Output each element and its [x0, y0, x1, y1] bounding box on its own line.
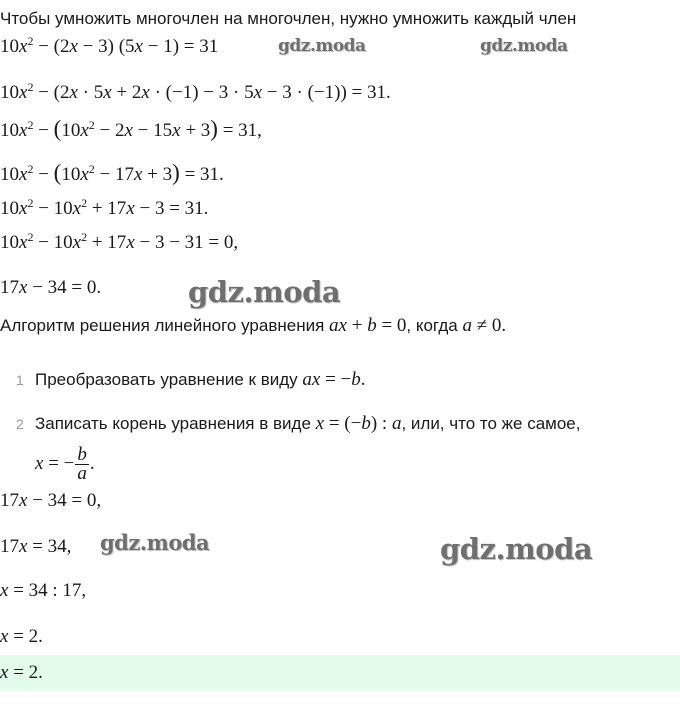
final-answer: x = 2. [0, 662, 43, 683]
watermark-2: gdz.moda [480, 36, 568, 56]
step-1 [35, 369, 366, 391]
algorithm-condition: a ≠ 0. [462, 315, 507, 336]
step-number-1: 1 [16, 372, 24, 388]
equation-step-1: $10x^2 - (2x \cdot 5x + 2x \cdot (-1) - 3 \cdot 5x - 3 \cdot (-1)) = 31$. [0, 80, 391, 103]
algorithm-title: Алгоритм решения линейного уравнения [0, 316, 325, 335]
equation-step-3: $10x^2 - (10x^2 - 17x + 3) = 31$. [0, 160, 224, 185]
solution-step-1: 17x − 34 = 0, [0, 490, 102, 511]
step-number-2: 2 [16, 416, 24, 432]
step-2-text: Записать корень уравнения в виде [35, 414, 311, 433]
step-2-fraction-formula: x = − $\frac{b}{a}$ . [35, 444, 95, 484]
watermark-3: gdz.moda [188, 275, 341, 309]
answer-highlight [0, 655, 680, 691]
equation-step-2: $10x^2 - (10x^2 - 2x - 15x + 3) = 31$, [0, 116, 262, 141]
equation-step-6: 17x − 34 = 0. [0, 277, 102, 298]
solution-step-3: x = 34 : 17, [0, 580, 87, 601]
equation-step-4: $10x^2 - 10x^2 + 17x - 3 = 31$. [0, 196, 209, 219]
step-2-formula: x = (−b) : a [315, 413, 402, 434]
algorithm-when: , когда [406, 316, 458, 335]
step-1-formula: ax = −b. [302, 369, 366, 390]
solution-step-4: x = 2. [0, 626, 43, 647]
watermark-1: gdz.moda [278, 36, 366, 56]
watermark-4: gdz.moda [100, 530, 210, 555]
fraction-b-over-a: $\frac{b}{a}$ [77, 444, 87, 484]
algorithm-formula: ax + b = 0 [329, 315, 407, 336]
intro-text: Чтобы умножить многочлен на многочлен, нужно умножить каждый член [0, 9, 577, 28]
step-1-text: Преобразовать уравнение к виду [35, 370, 298, 389]
solution-step-2: 17x = 34, [0, 536, 72, 557]
step-2-text-after: , или, что то же самое, [401, 414, 581, 433]
watermark-5: gdz.moda [440, 532, 593, 566]
equation-step-5: $10x^2 - 10x^2 + 17x - 3 - 31 = 0$, [0, 230, 239, 253]
equation-given: $10x^2 - (2x - 3) (5x - 1) = 31$ [0, 34, 219, 57]
step-2 [35, 413, 580, 435]
algorithm-line [0, 315, 506, 337]
